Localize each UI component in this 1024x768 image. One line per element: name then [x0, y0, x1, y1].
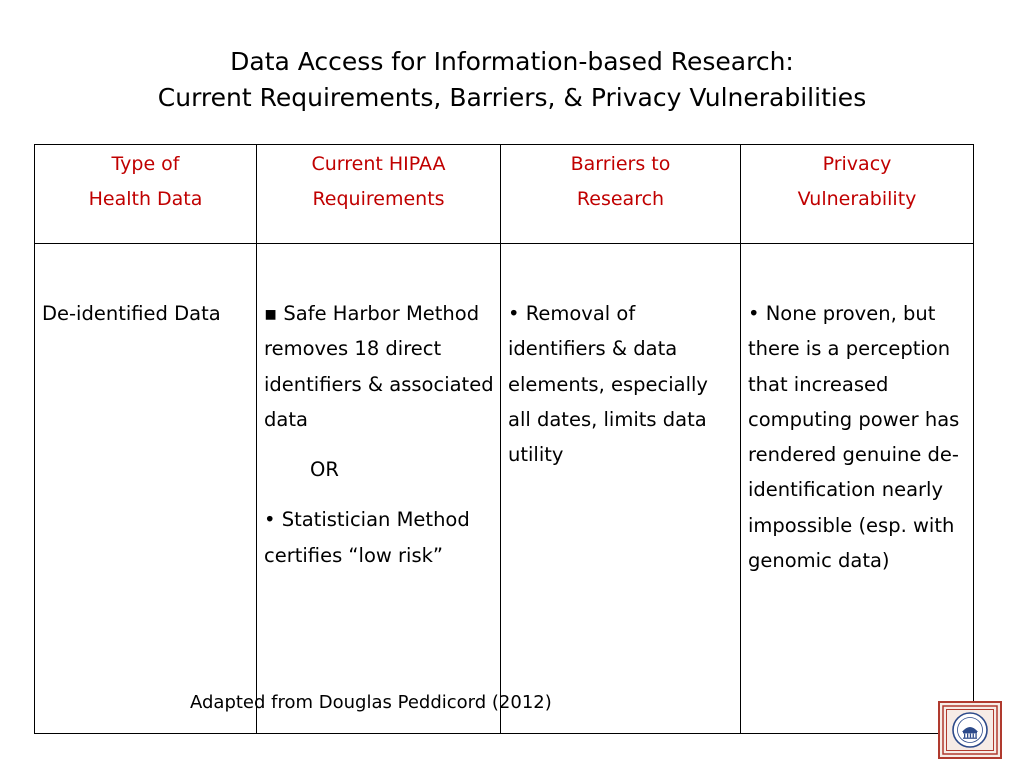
- header-type-line-1: Type of: [111, 153, 180, 175]
- cell-type-text: De-identified Data: [42, 302, 221, 325]
- header-vulnerability-line-1: Privacy: [822, 153, 892, 175]
- requirement-statistician: • Statistician Method certifies “low risk”: [264, 508, 470, 567]
- header-vulnerability-line-2: Vulnerability: [797, 188, 917, 210]
- header-vulnerability: [741, 145, 974, 244]
- table-row: [35, 244, 974, 734]
- university-seal-icon: [938, 701, 1002, 759]
- title-line-1: Data Access for Information-based Research:: [230, 47, 794, 76]
- header-type: [35, 145, 257, 244]
- header-barriers-line-1: Barriers to: [570, 153, 671, 175]
- title-line-2: Current Requirements, Barriers, & Privacy Vulnerabilities: [157, 83, 867, 112]
- requirement-safe-harbor: ▪ Safe Harbor Method removes 18 direct identifiers & associated data: [264, 302, 494, 431]
- header-requirements-line-2: Requirements: [312, 188, 445, 210]
- header-barriers: [501, 145, 741, 244]
- header-barriers-line-2: Research: [576, 188, 665, 210]
- requirement-or: OR: [310, 458, 339, 482]
- cell-barriers-text: • Removal of identifiers & data elements, especially all dates, limits data utility: [508, 302, 708, 467]
- slide-title: [0, 44, 1024, 116]
- cell-type: [35, 244, 257, 734]
- header-type-line-2: Health Data: [88, 188, 203, 210]
- header-requirements: [257, 145, 501, 244]
- cell-vulnerability-text: • None proven, but there is a perception that increased computing power has rendered genuine de-identification nearly impossible (esp. with genomic data): [748, 302, 960, 573]
- header-requirements-line-1: Current HIPAA: [311, 153, 446, 175]
- hipaa-table: [34, 144, 974, 734]
- cell-barriers: [501, 244, 741, 734]
- cell-requirements: [257, 244, 501, 734]
- table-header-row: [35, 145, 974, 244]
- cell-vulnerability: [741, 244, 974, 734]
- citation: Adapted from Douglas Peddicord (2012): [190, 692, 552, 713]
